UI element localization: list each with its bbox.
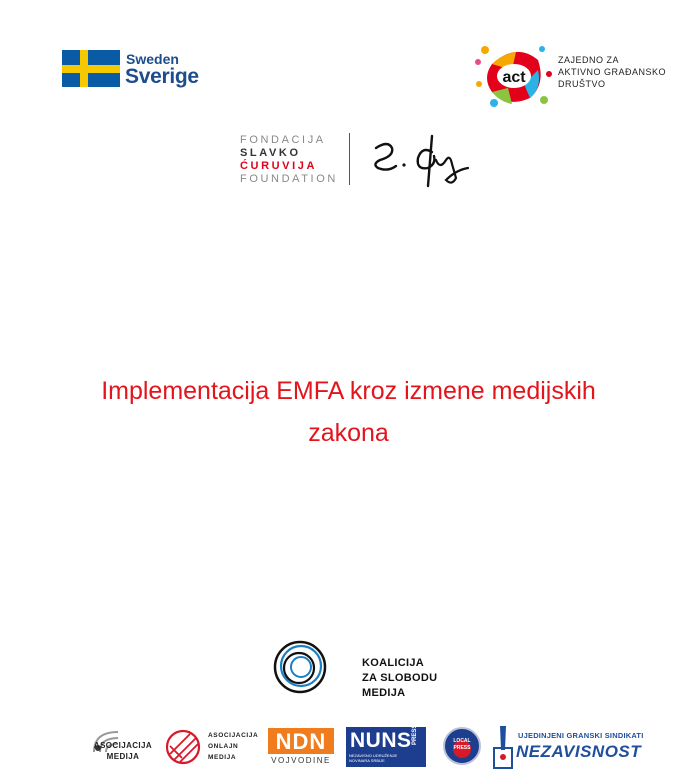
aom-line: ASOCIJACIJA <box>208 732 259 739</box>
ndn-vojvodine-logo <box>266 722 336 772</box>
aom-wordmark <box>208 730 258 763</box>
act-logo <box>472 40 682 110</box>
koalicija-za-slobodu-medija-logo <box>272 638 452 699</box>
act-tagline <box>558 54 666 90</box>
divider <box>349 133 350 185</box>
nuns-sub-line: NOVINARA SRBIJE <box>349 758 385 763</box>
am-line: ASOCIJACIJA <box>93 741 153 750</box>
nuns-press-logo <box>346 722 430 772</box>
fondacija-line: FONDACIJA <box>240 134 326 146</box>
act-badge-text: act <box>502 69 526 86</box>
am-line: MEDIJA <box>106 752 140 761</box>
nuns-sub <box>349 753 411 763</box>
sweden-label: Sweden <box>126 51 179 67</box>
ndn-box <box>268 728 334 754</box>
local-press-logo <box>442 722 482 772</box>
nuns-box <box>346 724 426 767</box>
aom-line: ONLAJN <box>208 743 239 750</box>
document-title <box>40 370 657 454</box>
aom-circle-icon <box>164 728 202 766</box>
ndn-main: NDN <box>275 729 327 754</box>
nuns-press: PRESS <box>412 724 418 745</box>
act-emblem-icon <box>472 40 556 110</box>
fondacija-line: FOUNDATION <box>240 173 338 185</box>
exclamation-icon <box>492 724 514 770</box>
title-line: Implementacija EMFA kroz izmene medijskih <box>101 377 596 405</box>
ugs-main: NEZAVISNOST <box>516 742 642 761</box>
fondacija-line: ĆURUVIJA <box>240 160 318 172</box>
act-tagline-line: DRUŠTVO <box>558 79 606 89</box>
fondacija-wordmark <box>240 134 338 186</box>
aom-line: MEDIJA <box>208 754 237 761</box>
local-press-wordmark <box>448 738 476 752</box>
koalicija-wordmark <box>362 656 452 701</box>
koalicija-line: KOALICIJA <box>362 657 424 669</box>
swedish-flag-icon <box>62 50 120 87</box>
signature-icon <box>366 130 476 190</box>
ugs-top: UJEDINJENI GRANSKI SINDIKATI <box>518 731 644 740</box>
asocijacija-medija-wordmark <box>92 740 154 762</box>
fondacija-line: SLAVKO <box>240 147 301 159</box>
fondacija-slavko-curuvija-logo <box>240 130 480 190</box>
koalicija-circles-icon <box>272 638 330 696</box>
ugs-nezavisnost-logo <box>490 722 644 772</box>
act-tagline-line: AKTIVNO GRAĐANSKO <box>558 67 667 77</box>
nuns-main: NUNS <box>350 729 412 752</box>
lp-line: LOCAL <box>453 738 471 744</box>
koalicija-line: ZA SLOBODU MEDIJA <box>362 672 438 699</box>
act-tagline-line: ZAJEDNO ZA <box>558 55 620 65</box>
nuns-sub-line: NEZAVISNO UDRUŽENJE <box>349 753 398 758</box>
lp-line: PRESS <box>453 745 471 751</box>
asocijacija-onlajn-medija-logo <box>164 722 262 772</box>
sverige-label: Sverige <box>125 65 199 88</box>
asocijacija-medija-logo <box>88 722 156 772</box>
sweden-sverige-logo <box>62 50 212 90</box>
ndn-sub: VOJVODINE <box>271 756 331 765</box>
title-line: zakona <box>308 419 389 447</box>
